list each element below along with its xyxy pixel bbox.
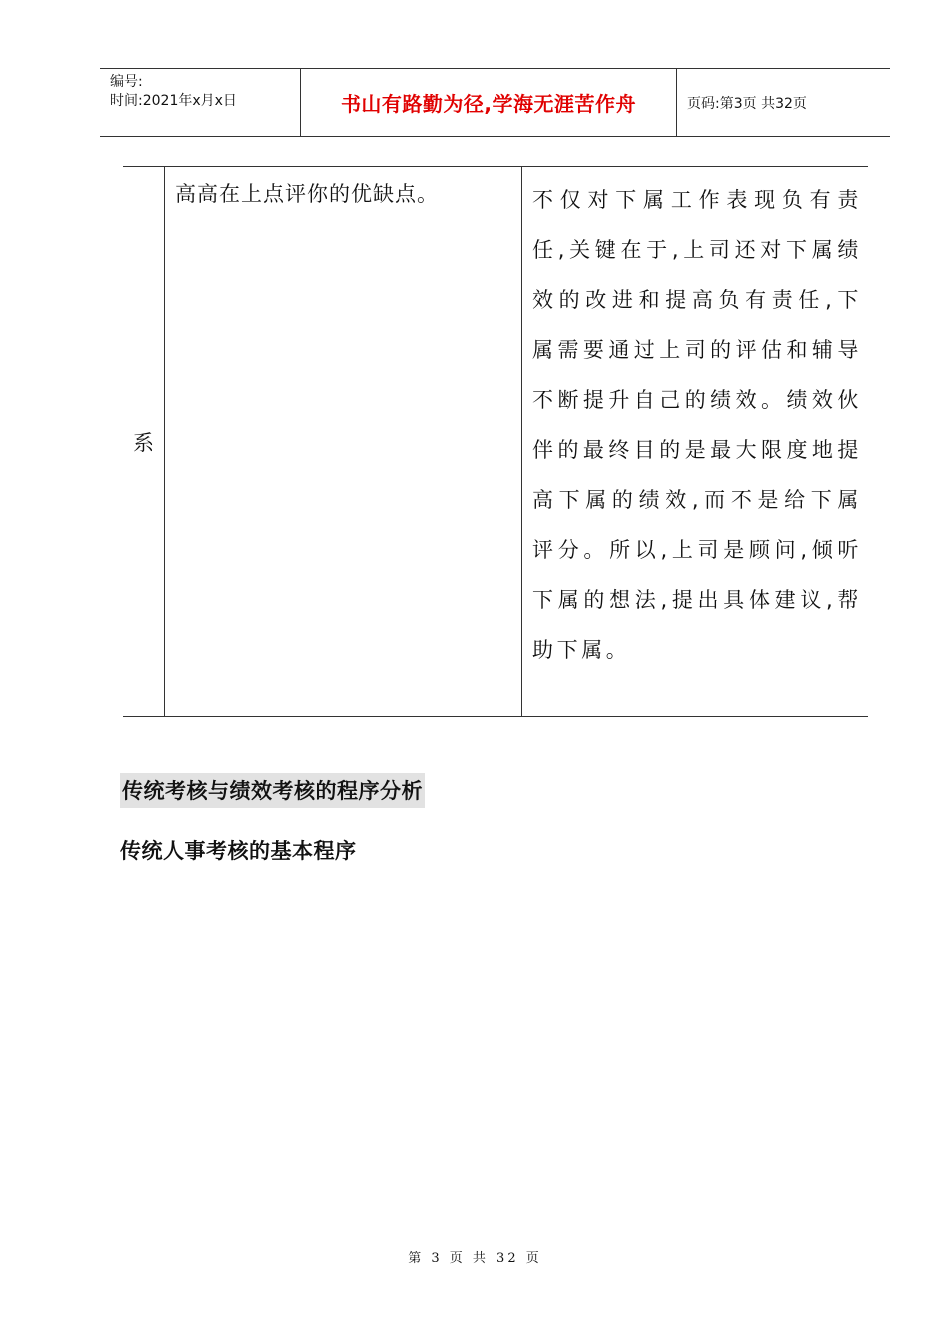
header-page-info: 页码:第3页 共32页 — [687, 95, 807, 112]
page-header — [100, 68, 890, 137]
comparison-table — [123, 166, 868, 717]
performance-cell: 不仅对下属工作表现负有责任,关键在于,上司还对下属绩效的改进和提高负有责任,下属需要通过上司的评估和辅导不断提升自己的绩效。绩效伙伴的最终目的是最大限度地提高下属的绩效,而不是给下属评分。所以,上司是顾问,倾听下属的想法,提出具体建议,帮助下属。 — [532, 188, 862, 662]
header-meta — [100, 69, 301, 136]
traditional-cell: 高高在上点评你的优缺点。 — [175, 182, 439, 206]
table-divider — [164, 167, 165, 716]
table-divider — [521, 167, 522, 716]
subsection-heading: 传统人事考核的基本程序 — [120, 839, 357, 863]
document-time: 时间:2021年x月x日 — [110, 93, 237, 109]
document-number-label: 编号: — [110, 74, 143, 90]
page-footer: 第 3 页 共 32 页 — [408, 1251, 542, 1266]
row-label: 系 — [133, 430, 154, 455]
section-heading: 传统考核与绩效考核的程序分析 — [120, 773, 425, 808]
header-motto: 书山有路勤为径,学海无涯苦作舟 — [301, 69, 677, 136]
